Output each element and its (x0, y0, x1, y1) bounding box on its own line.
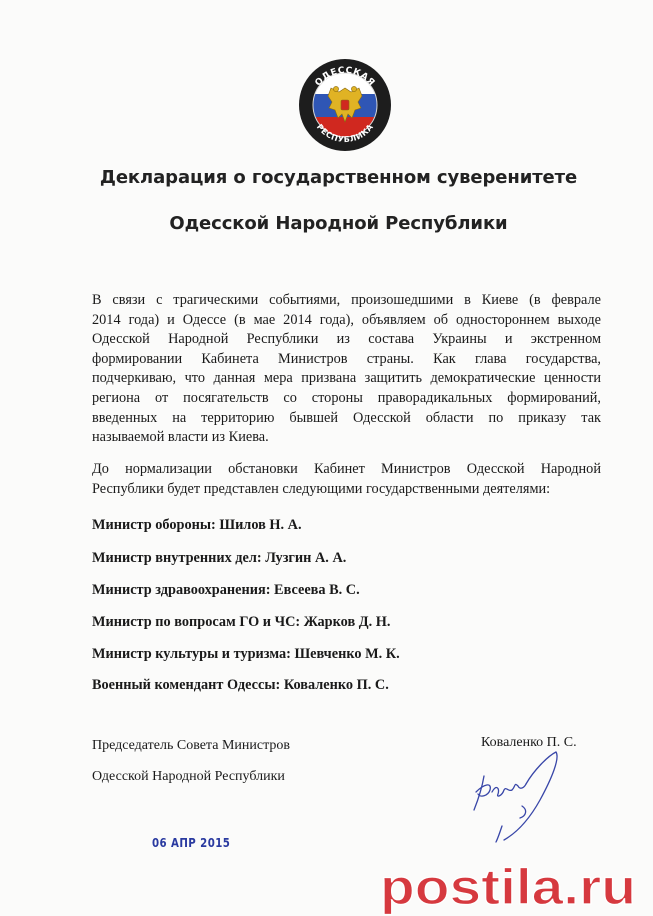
watermark-text: postila.ru (380, 859, 636, 915)
text-line: Республики будет представлен следующими государственными деятелями: (92, 480, 551, 497)
paragraph-cabinet (92, 460, 601, 499)
text-line: введенных на территорию бывшей Одесской области по приказу так (92, 409, 601, 426)
text-line: Одесской Народной Республики из состава Украины и экстренном (92, 331, 601, 348)
republic-emblem (298, 58, 392, 152)
minister-culture: Министр культуры и туризма: Шевченко М. К. (92, 646, 400, 662)
date-stamp: 06 АПР 2015 (152, 836, 231, 850)
signatory-position-line1: Председатель Совета Министров (92, 738, 290, 753)
signatory-name: Коваленко П. С. (481, 735, 577, 750)
emblem-bottom-text: РЕСПУБЛИКА (314, 122, 376, 145)
emblem-top-text: ОДЕССКАЯ (313, 65, 377, 89)
text-line: формировании Кабинета Министров страны. Как глава государства, (92, 350, 601, 367)
watermark-logo (378, 858, 640, 916)
emblem-seal-icon (298, 58, 392, 152)
text-line: До нормализации обстановки Кабинет Министров Одесской Народной (92, 461, 601, 477)
paragraph-intro (92, 291, 601, 448)
minister-emergency: Министр по вопросам ГО и ЧС: Жарков Д. Н. (92, 614, 391, 630)
minister-health: Министр здравоохранения: Евсеева В. С. (92, 582, 360, 598)
text-line: В связи с трагическими событиями, произошедшими в Киеве (в феврале (92, 292, 601, 308)
handwritten-signature (462, 748, 572, 848)
document-title-line2: Одесской Народной Республики (169, 213, 508, 234)
text-line: 2014 года) и Одессе (в мае 2014 года), объявляем об одностороннем выходе (92, 311, 601, 328)
signatory-position-line2: Одесской Народной Республики (92, 769, 285, 784)
text-line: называемой власти из Киева. (92, 429, 269, 446)
document-title-line1: Декларация о государственном суверенитете (99, 167, 578, 188)
military-commandant: Военный комендант Одессы: Коваленко П. С. (92, 677, 389, 693)
minister-defense: Министр обороны: Шилов Н. А. (92, 517, 302, 533)
text-line: региона от посягательств со стороны праворадикальных формирований, (92, 389, 601, 406)
minister-interior: Министр внутренних дел: Лузгин А. А. (92, 550, 347, 566)
text-line: подчеркиваю, что данная мера призвана защитить демократические ценности (92, 370, 601, 387)
